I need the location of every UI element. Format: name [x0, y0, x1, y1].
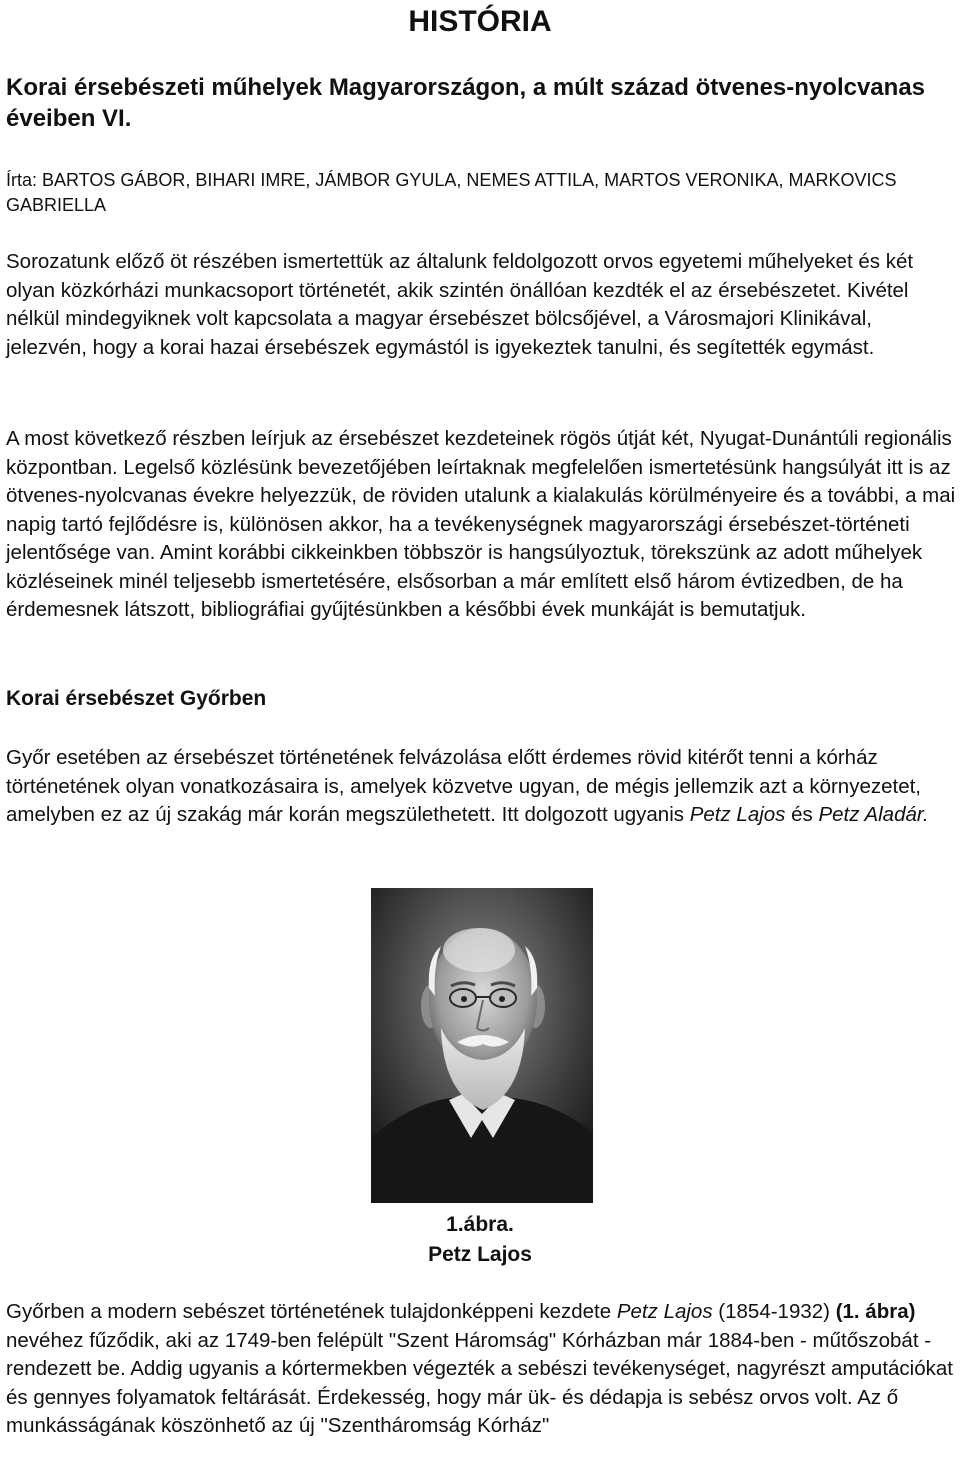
person-name: Petz Lajos [616, 1300, 713, 1323]
intro-paragraph-2: A most következő részben leírjuk az érsebészet kezdeteinek rögös útját két, Nyugat-Dunántúli regionális központban. Legelső közlésünk bevezetőjében leírtaknak megfelelően ismertetésünk hangsúlyát itt is az ötvenes-nyolcvanas évekre helyezzük, de röviden utalunk a kialakulás körülményeire és a további, a mai napig tartó fejlődésre is, különösen akkor, ha a tevékenységnek magyarországi érsebészet-történeti jelentősége van. Amint korábbi cikkeinkben többször is hangsúlyoztuk, törekszünk az adott műhelyek közléseinek minél teljesebb ismertetésére, elsősorban a már említett első három évtizedben, de ha érdemesnek látszott, bibliográfiai gyűjtésünkben a későbbi évek munkáját is bemutatjuk. [6, 427, 956, 621]
figure-caption [0, 1210, 960, 1270]
person-name: Petz Lajos [689, 803, 786, 826]
person-name: Petz Aladár. [818, 803, 929, 826]
paragraph-text: nevéhez fűződik, aki az 1749-ben felépült "Szent Háromság" Kórházban már 1884-ben - műtőszobát - rendezett be. Addig ugyanis a kórtermekben végezték a sebészi tevékenységet, nagyrészt amputációkat és gennyes folyamatok feltárását. Érdekesség, hogy már ük- és dédapja is sebész orvos volt. Az ő munkásságának köszönhető az új "Szentháromság Kórház" [6, 1328, 953, 1437]
portrait-illustration [371, 888, 593, 1203]
paragraph-text: Győrben a modern sebészet történetének tulajdonképpeni kezdete [6, 1300, 617, 1323]
figure-reference: (1. ábra) [835, 1300, 916, 1323]
section-label: HISTÓRIA [408, 5, 552, 38]
figure-name: Petz Lajos [428, 1243, 532, 1266]
section-paragraph-2 [6, 1298, 956, 1441]
conjunction: és [785, 803, 819, 826]
portrait-photo [371, 888, 593, 1203]
paragraph-text: (1854-1932) [712, 1300, 836, 1323]
paragraph-text: Győr esetében az érsebészet történetének felvázolása előtt érdemes rövid kitérőt tenni a kórház történetének olyan vonatkozásaira is, amelyek közvetve ugyan, de mégis jellemzik azt a környezetet, amelyben ez az új szakág már korán megszülethetett. Itt dolgozott ugyanis [6, 746, 921, 826]
intro-paragraph-1: Sorozatunk előző öt részében ismertettük az általunk feldolgozott orvos egyetemi műhelyeket és két olyan közkórházi munkacsoport történetét, akik szintén önállóan kezdték el az érsebészetet. Kivétel nélkül mindegyiknek volt kapcsolata a magyar érsebészet bölcsőjével, a Városmajori Klinikával, jelezvén, hogy a korai hazai érsebészek egymástól is igyekeztek tanulni, és segítették egymást. [6, 250, 914, 359]
article-title: Korai érsebészeti műhelyek Magyarországon, a múlt század ötvenes-nyolcvanas éveiben VI. [6, 74, 926, 132]
section-paragraph-1 [6, 744, 956, 830]
author-line: Írta: BARTOS GÁBOR, BIHARI IMRE, JÁMBOR GYULA, NEMES ATTILA, MARTOS VERONIKA, MARKOVICS GABRIELLA [6, 170, 897, 215]
figure-label: 1.ábra. [446, 1213, 514, 1236]
section-heading: Korai érsebészet Győrben [6, 687, 267, 710]
